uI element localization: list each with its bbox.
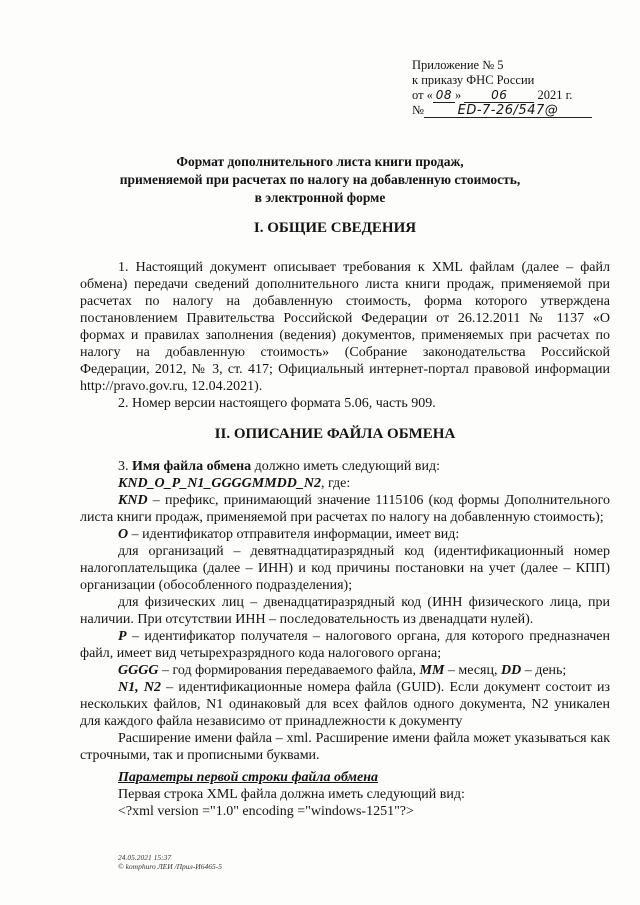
params-heading-text: Параметры первой строки файла обмена — [118, 770, 378, 785]
date-month-handwritten: 06 — [464, 89, 534, 103]
extension-description: Расширение имени файла – xml. Расширение имени файла может указываться как строчными, так и прописными буквами. — [80, 731, 610, 763]
n-description: – идентификационные номера файла (GUID). Если документ состоит из нескольких файлов, N1 одинаковый для всех файлов одного документа, N2 уникален для каждого файла независимо от принадлежности к документу — [80, 680, 610, 729]
section-1-body — [80, 259, 610, 412]
stamp-ref: © komphuro ЛЕИ /Прил-И6465-5 — [118, 862, 222, 871]
paragraph-number: 3. — [118, 459, 132, 474]
order-number-line — [412, 103, 612, 118]
number-prefix: № — [412, 103, 424, 117]
date-day-handwritten: 08 — [433, 89, 455, 103]
paragraph-3 — [80, 458, 610, 475]
date-definition — [80, 662, 610, 679]
organization-format: для организаций – девятнадцатиразрядный код (идентификационный номер налогоплательщика (далее – ИНН) и код причины постановки на учет (далее – КПП) организации (обособленного подразделения); — [80, 544, 610, 593]
p-definition — [80, 628, 610, 662]
section-2-heading: II. ОПИСАНИЕ ФАЙЛА ОБМЕНА — [214, 426, 456, 442]
paragraph-2: 2. Номер версии настоящего формата 5.06, часть 909. — [118, 396, 436, 411]
title-line: применяемой при расчетах по налогу на добавленную стоимость, — [119, 172, 521, 187]
mm-term: MM — [419, 663, 445, 678]
mm-description: – месяц, — [444, 663, 501, 678]
title-line: в электронной форме — [254, 190, 386, 205]
appendix-block — [412, 58, 612, 118]
file-name-pattern-line — [80, 475, 610, 492]
stamp-date: 24.05.2021 15:37 — [118, 853, 172, 862]
pattern-suffix: , где: — [321, 476, 351, 491]
date-year: 2021 г. — [537, 88, 573, 102]
gggg-description: – год формирования передаваемого файла, — [158, 663, 420, 678]
o-description: – идентификатор отправителя информации, имеет вид: — [128, 527, 460, 542]
file-name-term: Имя файла обмена — [132, 459, 252, 474]
knd-term: KND — [118, 493, 148, 508]
params-heading — [80, 769, 610, 786]
date-mid: » — [454, 88, 462, 102]
order-line: к приказу ФНС России — [412, 73, 535, 87]
registration-stamp — [118, 853, 222, 871]
dd-description: – день; — [521, 663, 567, 678]
knd-description: – префикс, принимающий значение 1115106 (код формы Дополнительного листа книги продаж, применяемой при расчетах по налогу на добавленную стоимость); — [80, 493, 610, 525]
appendix-line: Приложение № 5 — [412, 58, 504, 72]
date-prefix: от « — [412, 88, 433, 102]
xml-declaration: <?xml version ="1.0" encoding ="windows-1251"?> — [118, 804, 414, 819]
first-line-description: Первая строка XML файла должна иметь следующий вид: — [118, 787, 465, 802]
dd-term: DD — [500, 663, 522, 678]
file-name-pattern: KND_O_P_N1_GGGGMMDD_N2 — [118, 476, 321, 491]
n-term: N1, N2 — [118, 680, 161, 695]
person-format: для физических лиц – двенадцатиразрядный код (ИНН физического лица, при наличии. При отсутствии ИНН – последовательность из двенадцати нулей). — [80, 595, 610, 627]
section-2-body — [80, 458, 610, 820]
order-number-handwritten: ЕD-7-26/547@ — [424, 104, 592, 118]
p-term: P — [118, 629, 127, 644]
gggg-term: GGGG — [118, 663, 159, 678]
document-title — [100, 153, 540, 207]
title-line: Формат дополнительного листа книги продаж, — [176, 154, 464, 169]
paragraph-1: 1. Настоящий документ описывает требования к XML файлам (далее – файл обмена) передачи сведений дополнительного листа книги продаж, применяемой при расчетах по налогу на добавленную стоимость, форма которого утверждена постановлением Правительства Российской Федерации от 26.12.2011 № 1137 «О формах и правилах заполнения (ведения) документов, применяемых при расчетах по налогу на добавленную стоимость» (Собрание законодательства Российской Федерации, 2012, № 3, ст. 417; Официальный интернет-портал правовой информации http://pravo.gov.ru, 12.04.2021). — [80, 260, 610, 394]
section-1-heading: I. ОБЩИЕ СВЕДЕНИЯ — [253, 220, 417, 236]
guid-definition — [80, 679, 610, 730]
o-term: O — [118, 527, 129, 542]
paragraph-text: должно иметь следующий вид: — [251, 459, 441, 474]
p-description: – идентификатор получателя – налогового органа, для которого предназначен файл, имеет вид четырехразрядного кода налогового органа; — [80, 629, 610, 661]
order-date-line — [412, 88, 612, 103]
o-definition — [80, 526, 610, 543]
knd-definition — [80, 492, 610, 526]
